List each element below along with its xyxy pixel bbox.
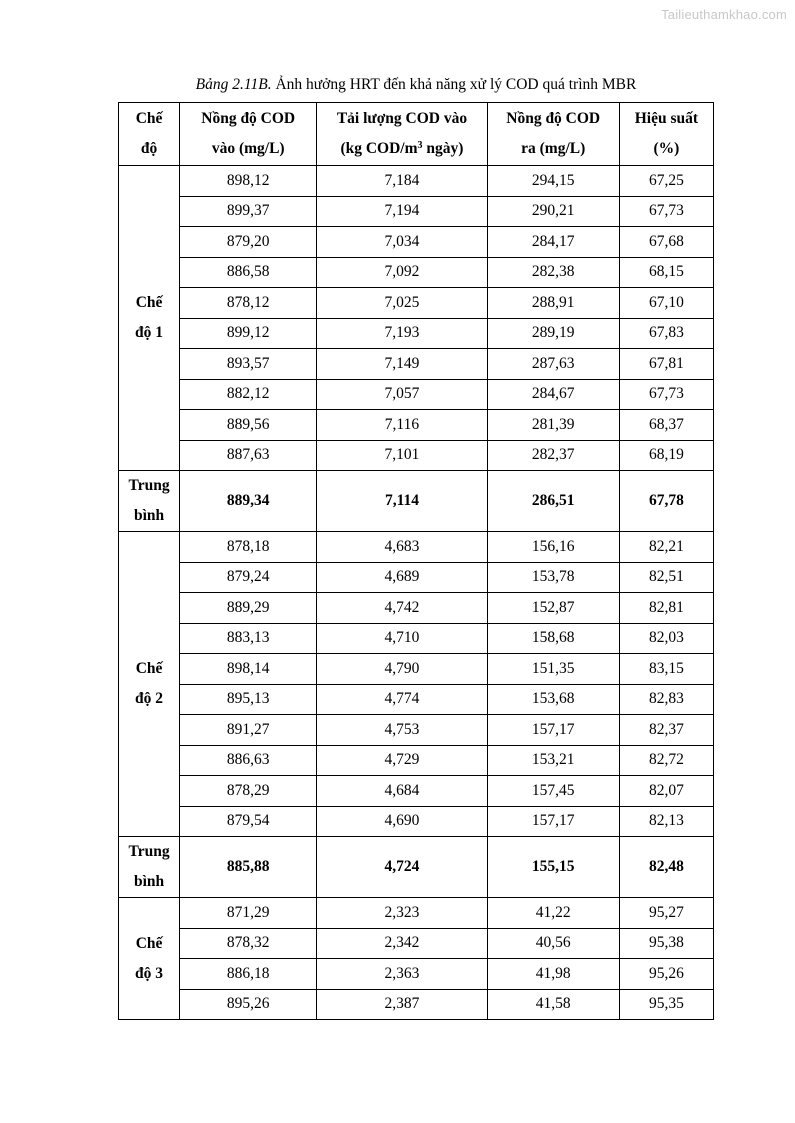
efficiency-cell: 82,21: [619, 532, 713, 563]
header-cod-load-line2a: (kg COD/m: [340, 140, 418, 157]
efficiency-cell: 67,83: [619, 318, 713, 349]
cod-load-cell: 7,194: [317, 196, 487, 227]
cod-table: [118, 102, 714, 1020]
cod-load-cell: 4,690: [317, 806, 487, 837]
average-cod-in-cell: 885,88: [180, 837, 317, 898]
average-efficiency-cell: 67,78: [619, 471, 713, 532]
cod-load-cell: 7,034: [317, 227, 487, 258]
mode-label-line2: độ 2: [135, 690, 164, 707]
header-cod-in-line1: Nồng độ COD: [201, 110, 296, 127]
cod-in-cell: 898,14: [180, 654, 317, 685]
average-row: [119, 471, 714, 532]
table-row: [119, 593, 714, 624]
efficiency-cell: 95,38: [619, 928, 713, 959]
efficiency-cell: 67,73: [619, 196, 713, 227]
cod-in-cell: 878,18: [180, 532, 317, 563]
average-cod-in-cell: 889,34: [180, 471, 317, 532]
average-label-line1: Trung: [128, 843, 170, 860]
mode-label-line1: Chế: [135, 934, 163, 952]
cod-out-cell: 289,19: [487, 318, 619, 349]
header-cod-out-line2: ra (mg/L): [521, 140, 586, 157]
cod-out-cell: 294,15: [487, 166, 619, 197]
caption-text: Ảnh hưởng HRT đến khả năng xử lý COD quá trình MBR: [271, 76, 637, 93]
mode-label-cell: [119, 532, 180, 837]
table-row: [119, 959, 714, 990]
cod-in-cell: 899,12: [180, 318, 317, 349]
header-cod-in-line2: vào (mg/L): [211, 140, 285, 157]
efficiency-cell: 82,13: [619, 806, 713, 837]
header-efficiency: [619, 103, 713, 166]
cod-load-cell: 7,025: [317, 288, 487, 319]
cod-load-cell: 7,057: [317, 379, 487, 410]
header-cod-out: [487, 103, 619, 166]
table-row: [119, 684, 714, 715]
table-row: [119, 806, 714, 837]
cod-load-cell: 4,684: [317, 776, 487, 807]
cod-load-cell: 2,323: [317, 898, 487, 929]
average-label-line1: Trung: [128, 477, 170, 494]
cod-load-cell: 7,116: [317, 410, 487, 441]
table-row: [119, 349, 714, 380]
cod-in-cell: 878,32: [180, 928, 317, 959]
cod-out-cell: 151,35: [487, 654, 619, 685]
average-label-cell: [119, 471, 180, 532]
cod-in-cell: 887,63: [180, 440, 317, 471]
cod-in-cell: 882,12: [180, 379, 317, 410]
cod-out-cell: 152,87: [487, 593, 619, 624]
cod-in-cell: 878,29: [180, 776, 317, 807]
efficiency-cell: 67,68: [619, 227, 713, 258]
cod-out-cell: 40,56: [487, 928, 619, 959]
table-row: [119, 715, 714, 746]
cod-load-cell: 2,342: [317, 928, 487, 959]
cod-out-cell: 284,17: [487, 227, 619, 258]
cod-load-cell: 4,710: [317, 623, 487, 654]
cod-in-cell: 895,13: [180, 684, 317, 715]
table-row: [119, 318, 714, 349]
mode-label-line1: Chế: [135, 294, 163, 311]
header-mode: [119, 103, 180, 166]
average-row: [119, 837, 714, 898]
cod-out-cell: 156,16: [487, 532, 619, 563]
efficiency-cell: 95,26: [619, 959, 713, 990]
table-header: [119, 103, 714, 166]
cod-in-cell: 893,57: [180, 349, 317, 380]
table-row: [119, 776, 714, 807]
header-cod-out-line1: Nồng độ COD: [506, 110, 601, 127]
cod-in-cell: 886,58: [180, 257, 317, 288]
table-body: [119, 166, 714, 1020]
cod-load-cell: 7,101: [317, 440, 487, 471]
cod-in-cell: 883,13: [180, 623, 317, 654]
efficiency-cell: 82,51: [619, 562, 713, 593]
cod-in-cell: 898,12: [180, 166, 317, 197]
cod-load-cell: 2,363: [317, 959, 487, 990]
average-label-line2: bình: [133, 507, 165, 524]
header-cod-load: [317, 103, 487, 166]
cod-out-cell: 153,68: [487, 684, 619, 715]
header-efficiency-line2: (%): [653, 140, 680, 157]
cod-in-cell: 886,18: [180, 959, 317, 990]
cod-load-cell: 4,729: [317, 745, 487, 776]
efficiency-cell: 82,07: [619, 776, 713, 807]
header-cod-in: [180, 103, 317, 166]
cod-out-cell: 158,68: [487, 623, 619, 654]
cod-load-cell: 4,790: [317, 654, 487, 685]
cod-load-cell: 4,774: [317, 684, 487, 715]
cod-in-cell: 895,26: [180, 989, 317, 1020]
cod-load-cell: 4,753: [317, 715, 487, 746]
caption-label: Bảng 2.11B.: [195, 76, 272, 93]
cod-in-cell: 899,37: [180, 196, 317, 227]
cod-in-cell: 878,12: [180, 288, 317, 319]
watermark: Tailieuthamkhao.com: [661, 7, 787, 22]
table-row: [119, 288, 714, 319]
efficiency-cell: 68,19: [619, 440, 713, 471]
efficiency-cell: 82,03: [619, 623, 713, 654]
table-row: [119, 745, 714, 776]
header-efficiency-line1: Hiệu suất: [634, 110, 699, 127]
average-efficiency-cell: 82,48: [619, 837, 713, 898]
cod-in-cell: 879,24: [180, 562, 317, 593]
average-label-cell: [119, 837, 180, 898]
average-cod-load-cell: 4,724: [317, 837, 487, 898]
mode-label-line1: Chế: [135, 660, 163, 677]
efficiency-cell: 68,15: [619, 257, 713, 288]
efficiency-cell: 67,73: [619, 379, 713, 410]
cod-out-cell: 282,38: [487, 257, 619, 288]
cod-out-cell: 41,98: [487, 959, 619, 990]
efficiency-cell: 82,37: [619, 715, 713, 746]
table-row: [119, 379, 714, 410]
table-row: [119, 440, 714, 471]
mode-label-line2: độ 1: [135, 324, 164, 341]
efficiency-cell: 82,81: [619, 593, 713, 624]
efficiency-cell: 67,81: [619, 349, 713, 380]
table-caption: [0, 76, 795, 94]
cod-out-cell: 287,63: [487, 349, 619, 380]
table-row: [119, 196, 714, 227]
cod-in-cell: 886,63: [180, 745, 317, 776]
cod-in-cell: 891,27: [180, 715, 317, 746]
cod-out-cell: 157,45: [487, 776, 619, 807]
efficiency-cell: 83,15: [619, 654, 713, 685]
average-label-line2: bình: [133, 873, 165, 890]
header-cod-load-line1: Tải lượng COD vào: [336, 110, 468, 127]
efficiency-cell: 95,27: [619, 898, 713, 929]
table-row: [119, 227, 714, 258]
cod-out-cell: 281,39: [487, 410, 619, 441]
header-cod-load-line2b: ngày): [422, 140, 464, 157]
cod-out-cell: 157,17: [487, 715, 619, 746]
table-row: [119, 257, 714, 288]
mode-label-line2: độ 3: [135, 964, 164, 982]
cod-out-cell: 288,91: [487, 288, 619, 319]
cod-load-cell: 7,184: [317, 166, 487, 197]
cod-out-cell: 153,78: [487, 562, 619, 593]
table-row: [119, 654, 714, 685]
table-row: [119, 410, 714, 441]
cod-load-cell: 7,193: [317, 318, 487, 349]
cod-load-cell: 4,742: [317, 593, 487, 624]
table-row: [119, 623, 714, 654]
efficiency-cell: 67,25: [619, 166, 713, 197]
efficiency-cell: 67,10: [619, 288, 713, 319]
cod-out-cell: 284,67: [487, 379, 619, 410]
cod-in-cell: 879,20: [180, 227, 317, 258]
table-row: [119, 532, 714, 563]
table-row: [119, 562, 714, 593]
cod-out-cell: 41,58: [487, 989, 619, 1020]
mode-label-cell: [119, 898, 180, 1020]
header-cod-load-sup: 3: [417, 140, 423, 151]
efficiency-cell: 95,35: [619, 989, 713, 1020]
cod-load-cell: 2,387: [317, 989, 487, 1020]
table-row: [119, 166, 714, 197]
cod-load-cell: 4,683: [317, 532, 487, 563]
cod-in-cell: 889,29: [180, 593, 317, 624]
header-mode-line1: Chế: [135, 110, 163, 127]
cod-out-cell: 157,17: [487, 806, 619, 837]
header-mode-line2: độ: [140, 140, 158, 157]
average-cod-out-cell: 155,15: [487, 837, 619, 898]
average-cod-load-cell: 7,114: [317, 471, 487, 532]
cod-out-cell: 153,21: [487, 745, 619, 776]
efficiency-cell: 82,72: [619, 745, 713, 776]
cod-out-cell: 41,22: [487, 898, 619, 929]
table-row: [119, 928, 714, 959]
table-row: [119, 898, 714, 929]
cod-in-cell: 879,54: [180, 806, 317, 837]
cod-in-cell: 889,56: [180, 410, 317, 441]
efficiency-cell: 82,83: [619, 684, 713, 715]
cod-load-cell: 4,689: [317, 562, 487, 593]
mode-label-cell: [119, 166, 180, 471]
table-row: [119, 989, 714, 1020]
cod-load-cell: 7,092: [317, 257, 487, 288]
cod-load-cell: 7,149: [317, 349, 487, 380]
cod-out-cell: 290,21: [487, 196, 619, 227]
average-cod-out-cell: 286,51: [487, 471, 619, 532]
cod-in-cell: 871,29: [180, 898, 317, 929]
efficiency-cell: 68,37: [619, 410, 713, 441]
cod-out-cell: 282,37: [487, 440, 619, 471]
